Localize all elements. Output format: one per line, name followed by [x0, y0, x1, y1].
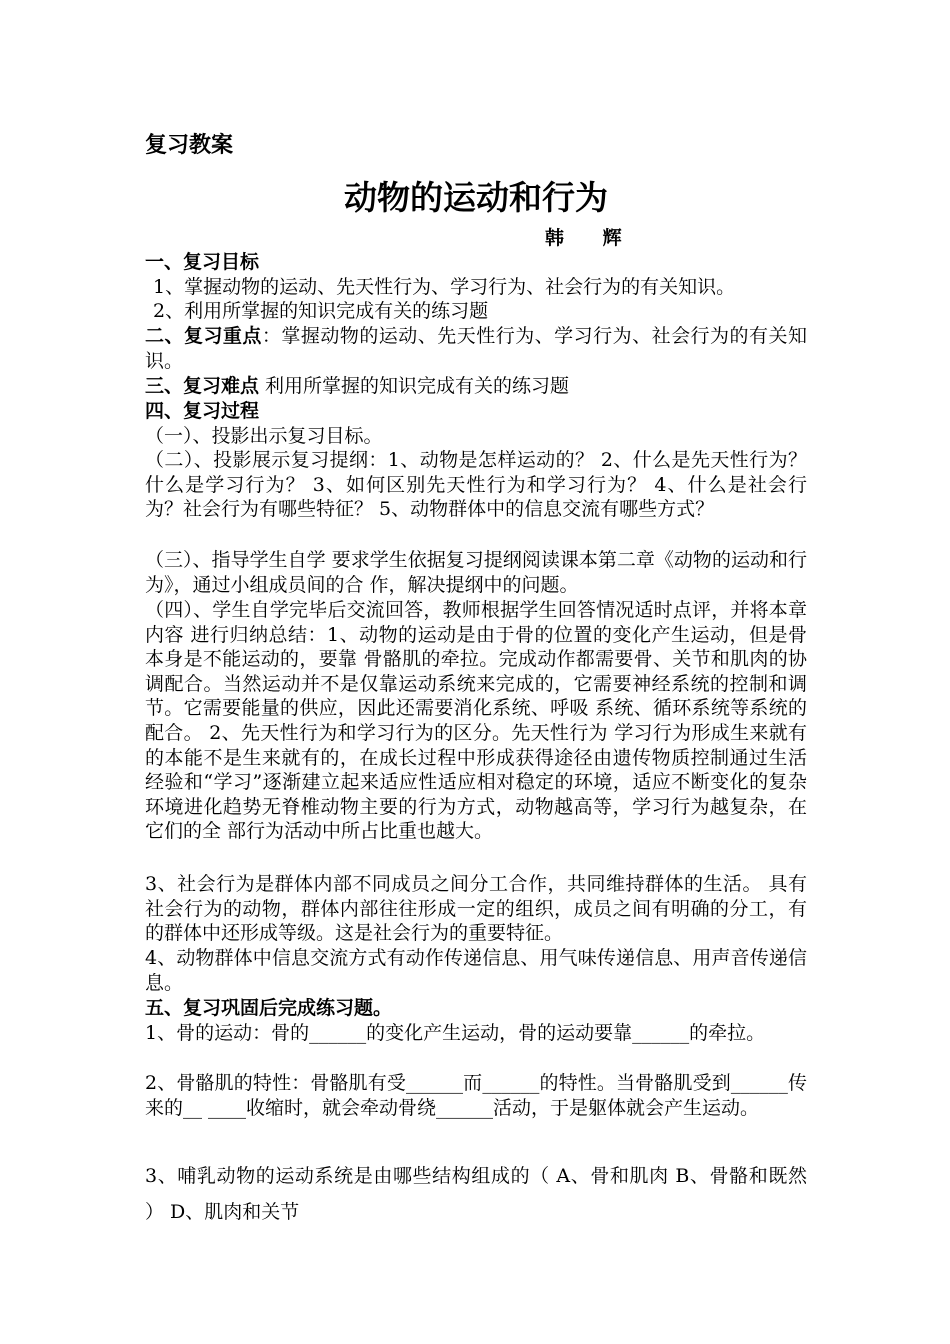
section3-label: 三、复习难点: [145, 375, 260, 397]
section2-label: 二、复习重点: [145, 325, 262, 347]
exercise-question-1: 1、骨的运动：骨的______的变化产生运动，骨的运动要靠______的牵拉。: [145, 1022, 766, 1044]
section4-paragraph-3: （三）、指导学生自学 要求学生依据复习提纲阅读课本第二章《动物的运动和行为》，通过小组成员间的合 作，解决提纲中的问题。: [145, 549, 807, 596]
section1-heading: 一、复习目标: [145, 251, 260, 273]
section4-paragraph-1: （一）、投影出示复习目标。: [145, 425, 383, 447]
section1-item-2: 2、利用所掌握的知识完成有关的练习题: [153, 300, 489, 322]
section3-paragraph: [145, 374, 807, 399]
section1-item-1: 1、掌握动物的运动、先天性行为、学习行为、社会行为的有关知识。: [153, 276, 736, 298]
document-type-label: 复习教案: [145, 133, 234, 158]
exercise-question-3: 3、哺乳动物的运动系统是由哪些结构组成的（ A、骨和肌肉 B、骨骼和既然 ） D、肌肉和关节: [145, 1165, 807, 1223]
section4-heading: 四、复习过程: [145, 400, 260, 422]
author-name: 韩 辉: [545, 227, 638, 249]
section2-text: ：掌握动物的运动、先天性行为、学习行为、社会行为的有关知识。: [145, 325, 807, 372]
section5-heading: 五、复习巩固后完成练习题。: [145, 997, 393, 1019]
section4-paragraph-5: 3、社会行为是群体内部不同成员之间分工合作，共同维持群体的生活。 具有社会行为的动物，群体内部往往形成一定的组织，成员之间有明确的分工，有 的群体中还形成等级。这是社会行为的重要特征。: [145, 873, 807, 945]
section4-paragraph-2: （二）、投影展示复习提纲：1、动物是怎样运动的？ 2、什么是先天性行为？什么是学习行为？ 3、如何区别先天性行为和学习行为？ 4、什么是社会行为？社会行为有哪些特征？ 5、动物群体中的信息交流有哪些方式？: [145, 449, 807, 521]
section4-paragraph-4: （四）、学生自学完毕后交流回答，教师根据学生回答情况适时点评，并将本章内容 进行归纳总结：1、动物的运动是由于骨的位置的变化产生运动，但是骨本身是不能运动的，要靠 骨骼肌的牵拉。完成动作都需要骨、关节和肌肉的协调配合。当然运动并不是仅靠运动系统来完成的，它需要神经系统的控制和调节。它需要能量的供应，因此还需要消化系统、呼吸 系统、循环系统等系统的配合。 2、先天性行为和学习行为的区分。先天性行为 学习行为形成生来就有的本能不是生来就有的，在成长过程中形成获得途径由遗传物质控制通过生活经验和“学习”逐渐建立起来适应性适应相对稳定的环境，适应不断变化的复杂环境进化趋势无脊椎动物主要的行为方式，动物越高等，学习行为越复杂，在它们的全 部行为活动中所占比重也越大。: [145, 599, 807, 843]
exercise-question-2: 2、骨骼肌的特性：骨骼肌有受______而______的特性。当骨骼肌受到______传来的__ ____收缩时，就会牵动骨绕______活动，于是躯体就会产生运动。: [145, 1072, 807, 1119]
section3-text: 利用所掌握的知识完成有关的练习题: [259, 375, 570, 397]
document-title: 动物的运动和行为: [344, 178, 608, 217]
section4-paragraph-6: 4、动物群体中信息交流方式有动作传递信息、用气味传递信息、用声音传递信息。: [145, 947, 807, 994]
section2-paragraph: [145, 324, 807, 373]
